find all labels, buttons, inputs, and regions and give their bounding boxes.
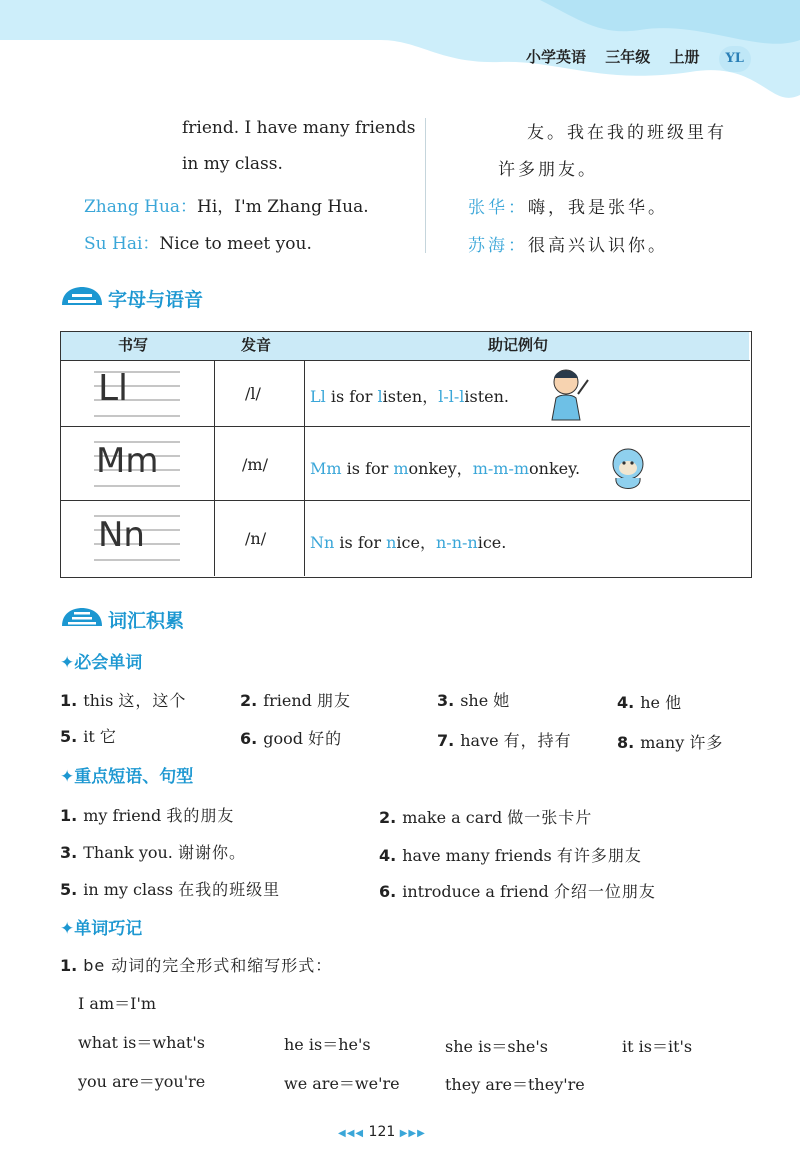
translation-speaker: 张华： (468, 198, 528, 218)
phrase-item: 2. make a card 做一张卡片 (379, 808, 593, 827)
translation-text: 很高兴认识你。 (528, 236, 668, 256)
page-header (526, 46, 765, 72)
translation-line (468, 231, 668, 256)
dialogue-line (182, 118, 416, 138)
writing-letters: Ll (98, 368, 129, 409)
translation-text: 许多朋友。 (498, 160, 598, 180)
section-number-two-icon (60, 285, 104, 307)
be-form: it is＝it's (622, 1037, 693, 1056)
word-item: 5. it 它 (60, 727, 117, 746)
monkey-icon (604, 444, 654, 496)
be-form: what is＝what's (78, 1033, 205, 1052)
phrase-item: 1. my friend 我的朋友 (60, 806, 235, 825)
subsection-title: ✦单词巧记 (60, 919, 143, 939)
table-divider (214, 360, 215, 576)
dialogue-line (84, 192, 369, 217)
table-header-example: 助记例句 (488, 336, 549, 354)
be-form: you are＝you're (78, 1072, 206, 1091)
subsection-title: ✦重点短语、句型 (60, 767, 194, 787)
word-item: 4. he 他 (617, 693, 683, 712)
word-item: 3. she 她 (437, 691, 511, 710)
word-item: 8. many 许多 (617, 733, 724, 752)
dialogue-text: in my class. (182, 154, 283, 174)
phrase-item: 6. introduce a friend 介绍一位朋友 (379, 882, 656, 901)
header-badge: YL (719, 46, 751, 72)
example-sentence: Mm is for monkey，m-m-monkey. (310, 459, 581, 478)
word-item: 6. good 好的 (240, 729, 343, 748)
word-item: 7. have 有，持有 (437, 731, 572, 750)
letter-writing-guide (92, 506, 182, 568)
page-number: 121 (368, 1124, 396, 1140)
be-form: he is＝he's (284, 1035, 371, 1054)
dialogue-text: friend. I have many friends (182, 118, 416, 138)
left-arrows: ◀◀◀ (338, 1128, 365, 1139)
phonetic: /n/ (245, 529, 267, 548)
letter-writing-guide (92, 364, 182, 422)
dialogue-speaker: Su Hai： (84, 234, 160, 254)
writing-letters: Nn (98, 515, 145, 555)
header-volume: 上册 (669, 48, 700, 66)
be-form: I am＝I'm (78, 994, 157, 1013)
tip-line: 1. be 动词的完全形式和缩写形式： (60, 956, 333, 975)
phrase-item: 4. have many friends 有许多朋友 (379, 846, 642, 865)
phonetic: /m/ (242, 455, 268, 474)
translation-line (527, 118, 727, 143)
table-header-sound: 发音 (241, 336, 272, 354)
phrase-item: 5. in my class 在我的班级里 (60, 880, 281, 899)
word-item: 1. this 这，这个 (60, 691, 187, 710)
translation-line (498, 155, 598, 180)
page-footer (338, 1124, 426, 1140)
boy-listening-icon (540, 364, 594, 422)
example-sentence: Ll is for listen，l-l-listen. (310, 387, 510, 406)
be-form: she is＝she's (445, 1037, 548, 1056)
be-form: we are＝we're (284, 1074, 400, 1093)
be-form: they are＝they're (445, 1075, 585, 1094)
section-title: 字母与语音 (108, 289, 204, 311)
section-title: 词汇积累 (108, 610, 185, 632)
dialogue-text: Hi，I'm Zhang Hua. (197, 197, 369, 217)
right-arrows: ▶▶▶ (399, 1128, 426, 1139)
word-item: 2. friend 朋友 (240, 691, 352, 710)
writing-letters: Mm (96, 441, 159, 481)
column-divider (425, 118, 426, 253)
translation-speaker: 苏海： (468, 236, 528, 256)
header-grade: 三年级 (605, 48, 651, 66)
table-header-writing: 书写 (118, 336, 149, 354)
table-divider (60, 360, 750, 361)
table-divider (304, 360, 305, 576)
phonetic: /l/ (245, 384, 261, 403)
header-subject: 小学英语 (526, 48, 587, 66)
translation-text: 友。我在我的班级里有 (527, 123, 727, 143)
translation-text: 嗨，我是张华。 (528, 198, 668, 218)
translation-line (468, 193, 668, 218)
table-divider (60, 426, 750, 427)
letter-writing-guide (92, 432, 182, 494)
dialogue-speaker: Zhang Hua： (84, 197, 198, 217)
example-sentence: Nn is for nice，n-n-nice. (310, 533, 507, 552)
dialogue-line (182, 154, 283, 174)
subsection-title: ✦必会单词 (60, 653, 143, 673)
dialogue-line (84, 229, 312, 254)
table-divider (60, 500, 750, 501)
phrase-item: 3. Thank you. 谢谢你。 (60, 843, 246, 862)
dialogue-text: Nice to meet you. (159, 234, 312, 254)
section-number-three-icon (60, 606, 104, 628)
